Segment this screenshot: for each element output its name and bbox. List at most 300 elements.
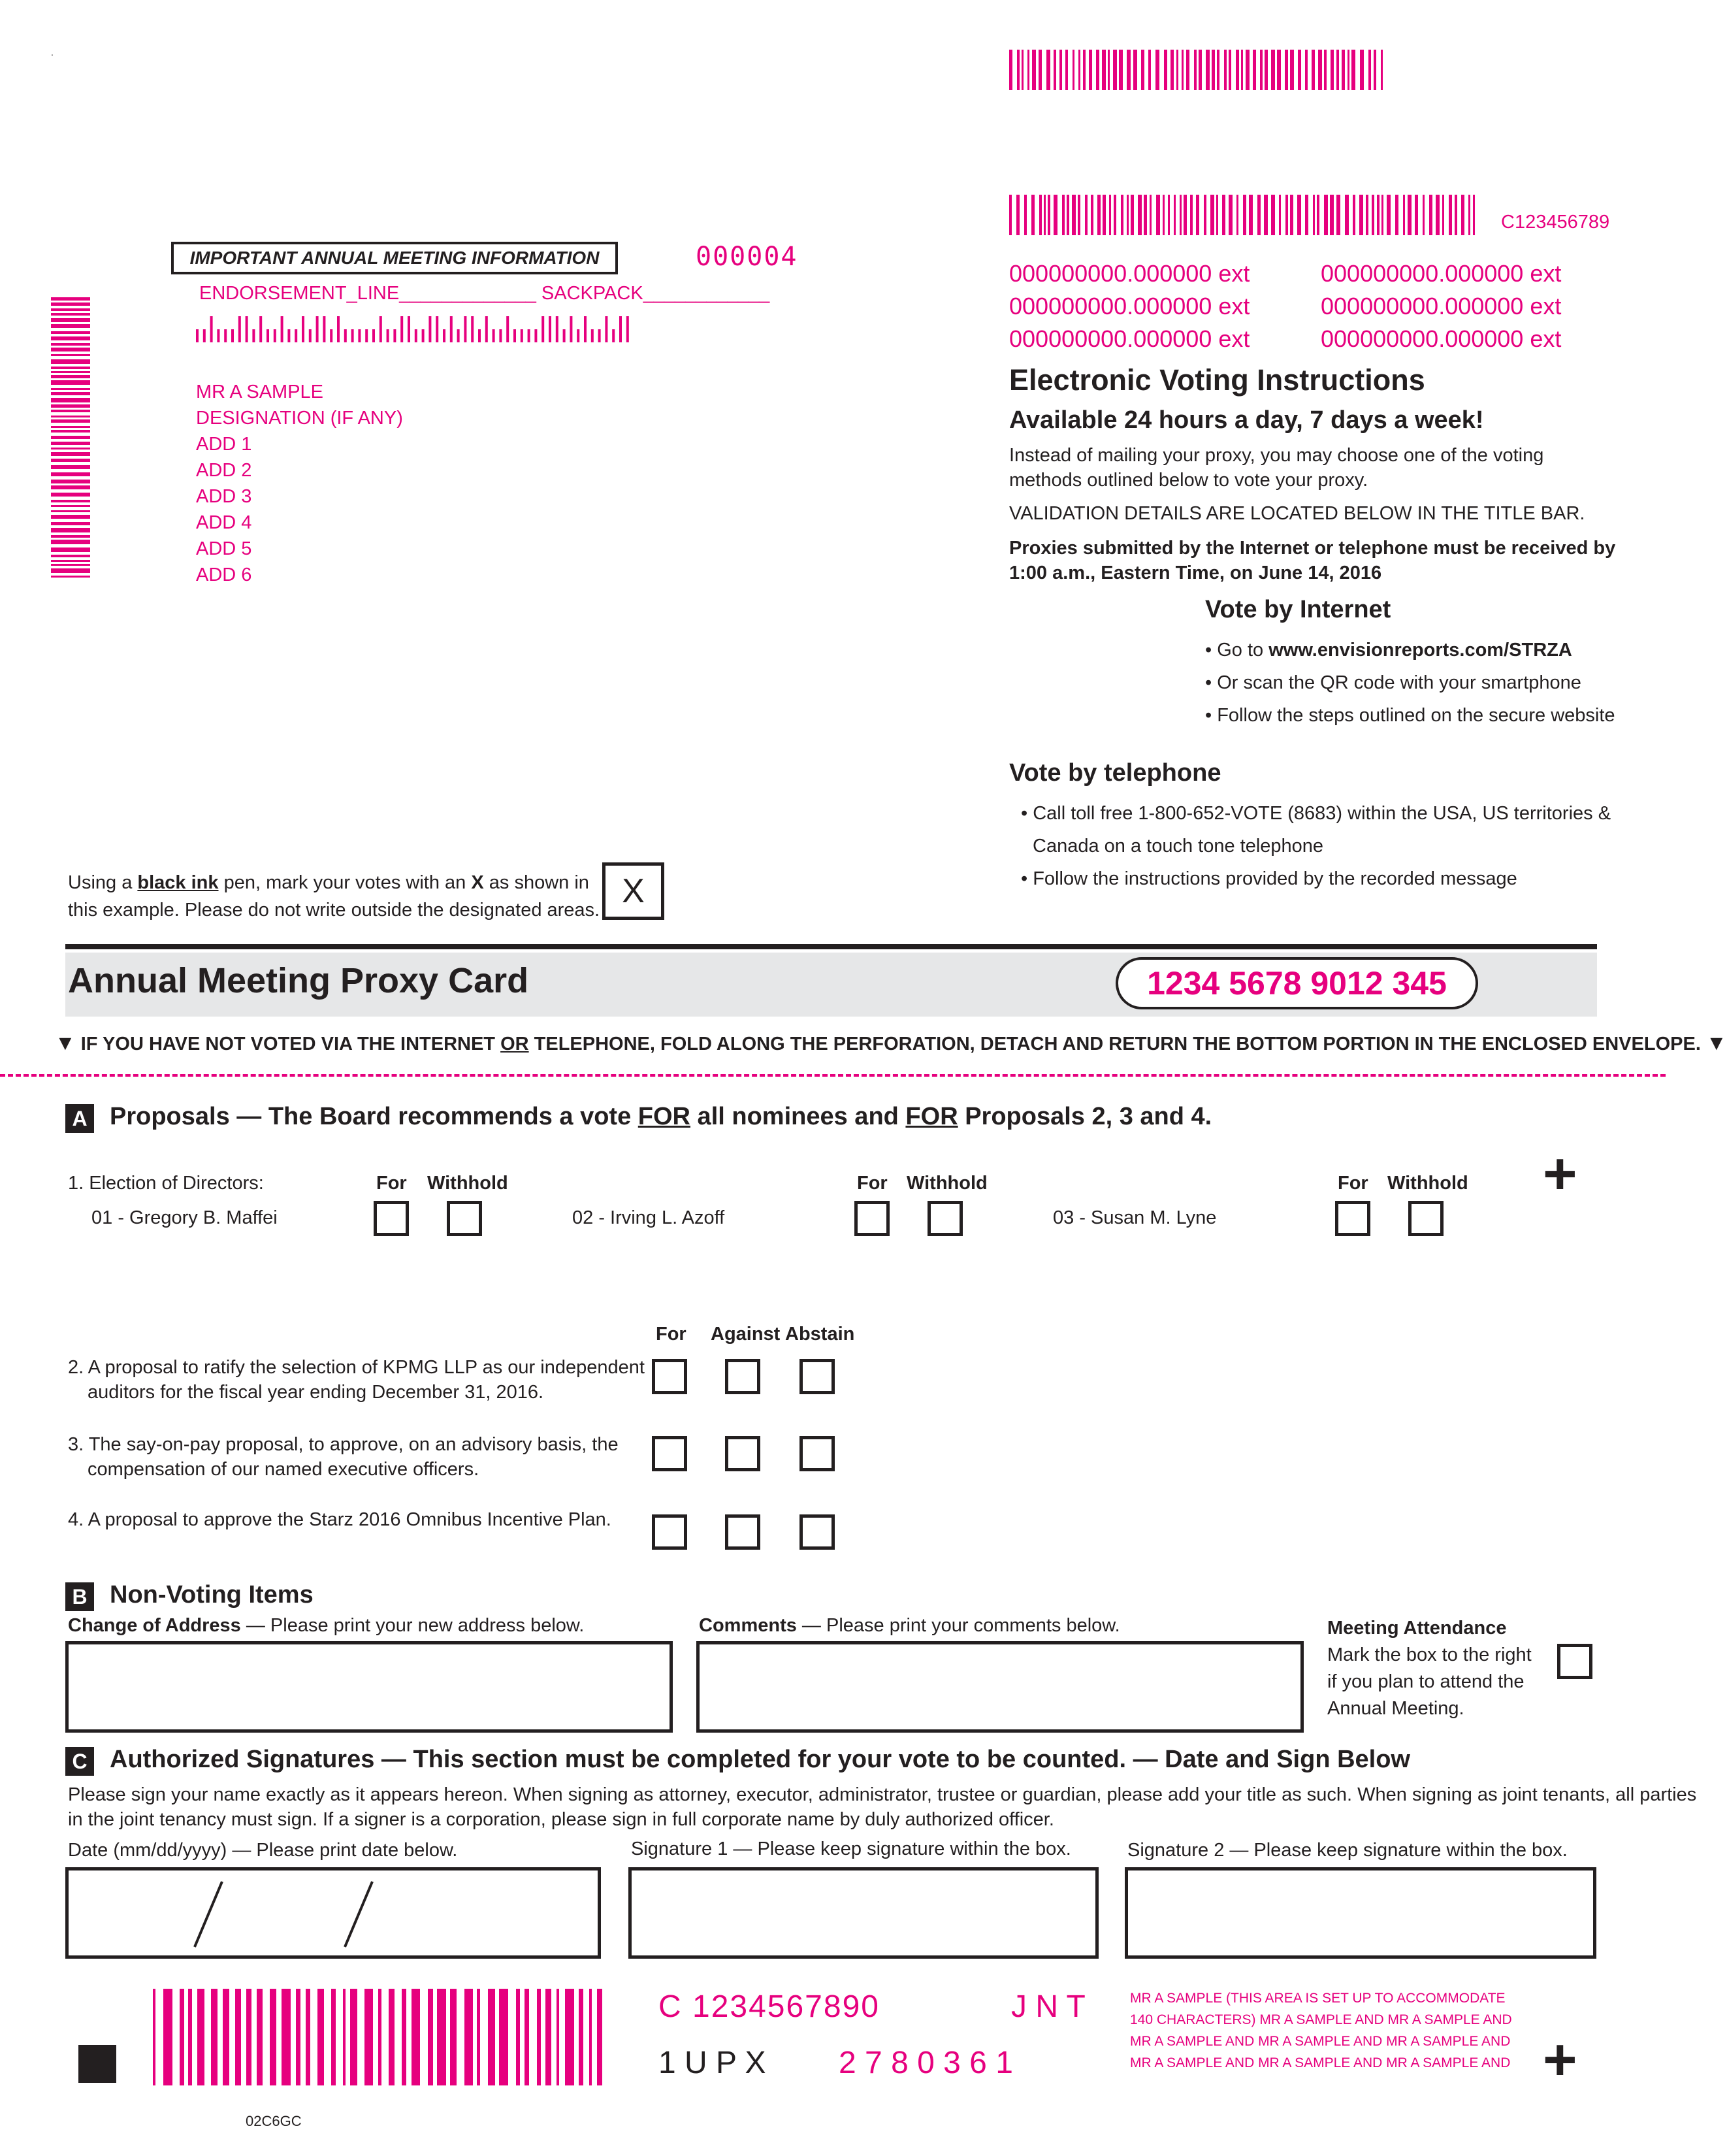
- barcode-bar: [51, 465, 90, 469]
- barcode-bar: [51, 367, 90, 369]
- barcode-bar: [1148, 50, 1151, 90]
- barcode-bar: [1085, 195, 1088, 235]
- barcode-bar: [238, 316, 241, 342]
- barcode-bar: [1436, 195, 1440, 235]
- election-label: 1. Election of Directors:: [68, 1173, 264, 1194]
- barcode-bar: [579, 1989, 583, 2085]
- barcode-bar: [316, 316, 319, 342]
- nominee-3-withhold-checkbox[interactable]: [1408, 1201, 1444, 1236]
- barcode-bar: [1318, 50, 1322, 90]
- barcode-bar: [197, 1989, 204, 2085]
- barcode-bar: [1031, 195, 1035, 235]
- barcode-bar: [1395, 195, 1398, 235]
- barcode-bar: [51, 547, 90, 552]
- comments-field[interactable]: [696, 1641, 1304, 1733]
- ext-line: 000000000.000000 ext: [1321, 293, 1562, 319]
- barcode-bar: [428, 1989, 433, 2085]
- validation-note: VALIDATION DETAILS ARE LOCATED BELOW IN THE TITLE BAR.: [1009, 503, 1585, 524]
- comments-label: [699, 1615, 1120, 1637]
- barcode-bar: [1078, 50, 1080, 90]
- barcode-bar: [51, 336, 90, 340]
- barcode-bar: [1054, 50, 1056, 90]
- ink-text-emph: X: [471, 872, 484, 893]
- barcode-bar: [153, 1989, 155, 2085]
- barcode-bar: [1127, 50, 1131, 90]
- barcode-bar: [343, 1989, 346, 2085]
- ink-text: Using a: [68, 872, 138, 893]
- example-x-mark: X: [622, 872, 645, 910]
- barcode-bar: [1186, 50, 1189, 90]
- vote-internet-list: [1205, 634, 1615, 732]
- barcode-bar: [235, 1989, 241, 2085]
- barcode-bar: [422, 329, 425, 342]
- barcode-bar: [1121, 195, 1123, 235]
- barcode-bar: [1403, 195, 1405, 235]
- barcode-bar: [51, 419, 90, 423]
- evote-title: Electronic Voting Instructions: [1009, 363, 1425, 397]
- barcode-bar: [428, 316, 431, 342]
- evote-intro-line: Instead of mailing your proxy, you may choose one of the voting: [1009, 445, 1544, 466]
- col-for: For: [376, 1173, 407, 1194]
- barcode-bar: [1072, 195, 1076, 235]
- barcode-bar: [1468, 195, 1470, 235]
- phone-step: • Call toll free 1-800-652-VOTE (8683) within the USA, US territories &: [1021, 803, 1611, 824]
- barcode-bar: [51, 448, 90, 449]
- proposal-3-text: [68, 1432, 619, 1482]
- barcode-bar: [51, 375, 90, 378]
- proposal-2-for-checkbox[interactable]: [652, 1359, 687, 1394]
- barcode-bar: [51, 388, 90, 390]
- barcode-bar: [537, 1989, 541, 2085]
- proposal-line: compensation of our named executive officers.: [88, 1459, 479, 1480]
- heading-part: all nominees and: [690, 1103, 906, 1130]
- barcode-bar: [1330, 195, 1334, 235]
- barcode-bar: [464, 1989, 473, 2085]
- control-number-pill: [1116, 957, 1478, 1009]
- top-barcode: [1009, 50, 1388, 90]
- barcode-bar: [1271, 195, 1275, 235]
- barcode-bar: [1156, 195, 1160, 235]
- proposal-line: 3. The say-on-pay proposal, to approve, on an advisory basis, the: [68, 1434, 619, 1455]
- proposal-2-abstain-checkbox[interactable]: [799, 1359, 835, 1394]
- barcode-bar: [1336, 195, 1340, 235]
- barcode-bar: [188, 1989, 192, 2085]
- barcode-bar: [1032, 50, 1036, 90]
- sample-line: MR A SAMPLE AND MR A SAMPLE AND MR A SAMPLE AND: [1130, 2034, 1511, 2049]
- barcode-bar: [1170, 50, 1174, 90]
- proposal-4-against-checkbox[interactable]: [725, 1514, 760, 1550]
- barcode-bar: [557, 1989, 559, 2085]
- barcode-bar: [1114, 195, 1116, 235]
- proposal-3-abstain-checkbox[interactable]: [799, 1436, 835, 1471]
- barcode-bar: [1150, 195, 1152, 235]
- barcode-bar: [51, 452, 90, 456]
- barcode-bar: [1048, 195, 1050, 235]
- barcode-bar: [1138, 195, 1142, 235]
- barcode-bar: [1423, 195, 1425, 235]
- ink-text: this example. Please do not write outside the designated areas.: [68, 900, 600, 921]
- barcode-bar: [1217, 50, 1219, 90]
- attend-line: Mark the box to the right: [1327, 1644, 1532, 1665]
- barcode-bar: [1249, 195, 1253, 235]
- barcode-bar: [1368, 50, 1371, 90]
- label-rest: — Please print your new address below.: [240, 1615, 585, 1636]
- barcode-bar: [51, 480, 90, 483]
- nominee-1-for-checkbox[interactable]: [374, 1201, 409, 1236]
- arrow-down-icon: ▼: [55, 1031, 76, 1054]
- barcode-bar: [478, 329, 481, 342]
- barcode-bar: [1372, 195, 1374, 235]
- barcode-bar: [1184, 195, 1187, 235]
- attend-line: Annual Meeting.: [1327, 1698, 1464, 1719]
- col-for: For: [656, 1324, 686, 1345]
- barcode-bar: [51, 535, 90, 538]
- col-for: For: [1338, 1173, 1368, 1194]
- barcode-bar: [1229, 195, 1233, 235]
- barcode-bar: [1127, 195, 1129, 235]
- nominee-2-for-checkbox[interactable]: [854, 1201, 890, 1236]
- proposal-3-against-checkbox[interactable]: [725, 1436, 760, 1471]
- barcode-bar: [1374, 50, 1376, 90]
- barcode-bar: [1241, 50, 1243, 90]
- barcode-bar: [1190, 195, 1193, 235]
- heading-part: The Board recommends a vote: [268, 1103, 638, 1130]
- date-label: Date (mm/dd/yyyy) — Please print date below.: [68, 1840, 458, 1861]
- barcode-bar: [1360, 50, 1364, 90]
- barcode-bar: [1290, 195, 1293, 235]
- footer-account: C 1234567890: [658, 1989, 880, 2024]
- barcode-bar: [1305, 195, 1308, 235]
- barcode-bar: [1348, 50, 1349, 90]
- barcode-bar: [612, 329, 615, 342]
- barcode-bar: [1324, 195, 1328, 235]
- label-bold: Comments: [699, 1615, 797, 1636]
- barcode-bar: [1133, 50, 1137, 90]
- barcode-bar: [1096, 50, 1099, 90]
- internet-url-link[interactable]: www.envisionreports.com/STRZA: [1268, 640, 1572, 661]
- internet-step: [1205, 634, 1615, 666]
- barcode-bar: [372, 329, 375, 342]
- barcode-bar: [1097, 195, 1101, 235]
- barcode-bar: [1313, 195, 1315, 235]
- proposal-4-for-checkbox[interactable]: [652, 1514, 687, 1550]
- section-c-badge: C: [65, 1747, 94, 1776]
- barcode-bar: [246, 316, 248, 342]
- barcode-bar: [1243, 195, 1246, 235]
- barcode-bar: [51, 505, 90, 507]
- barcode-bar: [1009, 195, 1012, 235]
- barcode-bar: [1131, 195, 1134, 235]
- barcode-bar: [1155, 50, 1159, 90]
- side-barcode: [51, 297, 90, 578]
- barcode-bar: [1119, 50, 1123, 90]
- barcode-bar: [1305, 50, 1308, 90]
- nominee-2-withhold-checkbox[interactable]: [928, 1201, 963, 1236]
- registration-square: [78, 2045, 116, 2083]
- barcode-bar: [1351, 50, 1355, 90]
- barcode-bar: [211, 1989, 218, 2085]
- col-abstain: Abstain: [785, 1324, 855, 1345]
- barcode-bar: [302, 316, 304, 342]
- address-line: ADD 4: [196, 512, 252, 533]
- barcode-bar: [1285, 195, 1288, 235]
- barcode-bar: [246, 1989, 251, 2085]
- barcode-bar: [51, 410, 90, 412]
- barcode-bar: [51, 331, 90, 334]
- barcode-bar: [51, 416, 90, 417]
- barcode-bar: [203, 329, 206, 342]
- evote-intro-line: methods outlined below to vote your proxy.: [1009, 470, 1368, 491]
- barcode-bar: [351, 329, 354, 342]
- barcode-bar: [1078, 195, 1080, 235]
- barcode-bar: [436, 316, 438, 342]
- barcode-bar: [323, 316, 325, 342]
- barcode-bar: [358, 329, 361, 342]
- ext-line: 000000000.000000 ext: [1009, 260, 1250, 287]
- fold-notice: [55, 1031, 1727, 1055]
- deadline-line: Proxies submitted by the Internet or telephone must be received by: [1009, 538, 1616, 559]
- barcode-bar: [274, 329, 276, 342]
- barcode-bar: [556, 316, 558, 342]
- barcode-bar: [415, 329, 417, 342]
- barcode-bar: [389, 1989, 395, 2085]
- evote-intro: [1009, 443, 1543, 493]
- heading-part: Proposals —: [110, 1103, 268, 1130]
- barcode-bar: [350, 1989, 357, 2085]
- barcode-bar: [464, 316, 466, 342]
- barcode-bar: [51, 348, 90, 351]
- meeting-attendance-checkbox[interactable]: [1557, 1644, 1592, 1679]
- signature-1-field[interactable]: [628, 1867, 1099, 1959]
- ink-instructions: [68, 869, 600, 924]
- barcode-bar: [51, 560, 90, 562]
- barcode-bar: [1449, 195, 1452, 235]
- ink-text: pen, mark your votes with an: [218, 872, 472, 893]
- barcode-bar: [281, 316, 283, 342]
- barcode-bar: [1212, 50, 1215, 90]
- ext-column-1: [1009, 257, 1250, 355]
- barcode-bar: [1102, 50, 1106, 90]
- title-bar-rule: [65, 944, 1597, 949]
- barcode-bar: [1345, 195, 1349, 235]
- barcode-bar: [1366, 195, 1368, 235]
- barcode-bar: [1164, 50, 1167, 90]
- barcode-bar: [1381, 195, 1383, 235]
- vote-phone-list: [1021, 797, 1611, 895]
- barcode-bar: [51, 343, 90, 346]
- barcode-bar: [1277, 50, 1281, 90]
- barcode-bar: [1297, 195, 1301, 235]
- barcode-bar: [525, 1989, 529, 2085]
- barcode-bar: [1022, 50, 1024, 90]
- barcode-bar: [1415, 195, 1418, 235]
- section-c-title: Authorized Signatures — This section must be completed for your vote to be counted. — Date and Sign Below: [110, 1746, 1410, 1773]
- change-address-field[interactable]: [65, 1641, 673, 1733]
- barcode-bar: [1222, 195, 1225, 235]
- barcode-bar: [1216, 195, 1218, 235]
- barcode-bar: [309, 329, 312, 342]
- barcode-bar: [1377, 195, 1380, 235]
- account-code: C123456789: [1501, 212, 1610, 233]
- address-line: MR A SAMPLE: [196, 382, 324, 402]
- barcode-bar: [51, 324, 90, 328]
- barcode-bar: [1089, 50, 1092, 90]
- phone-step-cont: Canada on a touch tone telephone: [1033, 836, 1324, 857]
- barcode-bar: [1359, 195, 1363, 235]
- barcode-bar: [1039, 50, 1042, 90]
- barcode-bar: [1016, 195, 1020, 235]
- sig-instruction-line: in the joint tenancy must sign. If a signer is a corporation, please sign in full corporate name by duly authorized officer.: [68, 1809, 1054, 1830]
- barcode-bar: [51, 426, 90, 428]
- nominee-1-withhold-checkbox[interactable]: [447, 1201, 482, 1236]
- proposal-4-abstain-checkbox[interactable]: [799, 1514, 835, 1550]
- signature-2-field[interactable]: [1125, 1867, 1596, 1959]
- barcode-bar: [513, 329, 516, 342]
- barcode-bar: [393, 329, 396, 342]
- vote-phone-title: Vote by telephone: [1009, 759, 1221, 787]
- ext-line: 000000000.000000 ext: [1321, 325, 1562, 352]
- barcode-bar: [365, 329, 368, 342]
- section-a-heading: [110, 1103, 1212, 1131]
- barcode-bar: [51, 359, 90, 364]
- ext-line: 000000000.000000 ext: [1009, 325, 1250, 352]
- nominee-3: 03 - Susan M. Lyne: [1053, 1207, 1217, 1228]
- barcode-bar: [1442, 195, 1444, 235]
- barcode-bar: [51, 522, 90, 525]
- footer-job-number: 2 7 8 0 3 6 1: [839, 2046, 1013, 2080]
- barcode-bar: [1091, 195, 1093, 235]
- barcode-bar: [1174, 195, 1176, 235]
- internet-step: • Follow the steps outlined on the secure website: [1205, 705, 1615, 726]
- proposal-3-for-checkbox[interactable]: [652, 1436, 687, 1471]
- important-info-box: [171, 242, 618, 274]
- barcode-bar: [387, 329, 389, 342]
- barcode-bar: [450, 316, 453, 342]
- barcode-bar: [1298, 50, 1301, 90]
- barcode-bar: [412, 1989, 420, 2085]
- proposal-2-against-checkbox[interactable]: [725, 1359, 760, 1394]
- barcode-bar: [1073, 50, 1074, 90]
- barcode-bar: [626, 316, 629, 342]
- barcode-bar: [1331, 50, 1334, 90]
- barcode-bar: [1257, 195, 1261, 235]
- barcode-bar: [1224, 50, 1227, 90]
- form-code: 02C6GC: [246, 2113, 302, 2129]
- date-slash: [345, 1882, 372, 1947]
- barcode-bar: [570, 316, 572, 342]
- sample-line: MR A SAMPLE (THIS AREA IS SET UP TO ACCOMMODATE: [1130, 1991, 1506, 2006]
- ink-text-emph: black ink: [137, 872, 219, 893]
- barcode-bar: [1054, 195, 1057, 235]
- barcode-bar: [591, 329, 594, 342]
- barcode-bar: [210, 316, 213, 342]
- endorsement-line: ENDORSEMENT_LINE_____________ SACKPACK____________: [199, 283, 770, 304]
- barcode-bar: [1236, 195, 1238, 235]
- barcode-bar: [521, 329, 523, 342]
- barcode-bar: [270, 1989, 276, 2085]
- barcode-bar: [1108, 50, 1110, 90]
- barcode-bar: [1199, 50, 1202, 90]
- barcode-bar: [1473, 195, 1475, 235]
- barcode-bar: [231, 329, 234, 342]
- barcode-bar: [51, 313, 90, 316]
- section-b-badge: B: [65, 1582, 94, 1611]
- perforation-line[interactable]: [0, 1074, 1666, 1077]
- barcode-bar: [1065, 50, 1068, 90]
- plus-icon: +: [1543, 2027, 1577, 2093]
- barcode-bar: [379, 316, 382, 342]
- barcode-bar: [295, 329, 297, 342]
- barcode-bar: [597, 1989, 602, 2085]
- barcode-bar: [1103, 195, 1106, 235]
- barcode-bar: [196, 329, 199, 342]
- barcode-bar: [605, 316, 607, 342]
- barcode-bar: [51, 493, 90, 497]
- signature-1-label: Signature 1 — Please keep signature within the box.: [631, 1838, 1071, 1859]
- barcode-bar: [443, 329, 445, 342]
- deadline-line: 1:00 a.m., Eastern Time, on June 14, 2016: [1009, 563, 1382, 583]
- footer-upx: 1 U P X: [658, 2046, 766, 2080]
- barcode-bar: [488, 1989, 495, 2085]
- example-mark-box: [602, 862, 664, 920]
- barcode-bar: [1260, 50, 1263, 90]
- stray-dot: .: [51, 47, 54, 57]
- barcode-bar: [257, 1989, 263, 2085]
- barcode-bar: [1083, 50, 1086, 90]
- barcode-bar: [223, 1989, 229, 2085]
- barcode-bar: [330, 329, 332, 342]
- barcode-bar: [471, 316, 474, 342]
- barcode-bar: [549, 316, 551, 342]
- barcode-bar: [1039, 195, 1042, 235]
- barcode-bar: [282, 1989, 291, 2085]
- barcode-bar: [1046, 50, 1050, 90]
- barcode-bar: [51, 354, 90, 356]
- section-a-badge: A: [65, 1104, 94, 1133]
- address-line: DESIGNATION (IF ANY): [196, 408, 403, 429]
- footer-jnt: J N T: [1011, 1989, 1086, 2024]
- barcode-bar: [51, 472, 90, 476]
- signature-instructions: [68, 1782, 1696, 1832]
- address-line: ADD 1: [196, 434, 252, 455]
- barcode-bar: [364, 1989, 373, 2085]
- barcode-bar: [163, 1989, 172, 2085]
- barcode-bar: [1290, 50, 1294, 90]
- meeting-attendance: [1327, 1615, 1532, 1722]
- barcode-bar: [1062, 195, 1065, 235]
- vote-internet-title: Vote by Internet: [1205, 596, 1391, 623]
- barcode-bar: [589, 1989, 592, 2085]
- barcode-bar: [1279, 195, 1281, 235]
- evote-subtitle: Available 24 hours a day, 7 days a week!: [1009, 406, 1484, 434]
- proposal-line: auditors for the fiscal year ending December 31, 2016.: [88, 1382, 544, 1403]
- barcode-bar: [51, 564, 90, 566]
- barcode-bar: [1109, 195, 1111, 235]
- fold-text: TELEPHONE, FOLD ALONG THE PERFORATION, DETACH AND RETURN THE BOTTOM PORTION IN THE ENCLOSED ENVELOPE.: [528, 1034, 1701, 1054]
- nominee-3-for-checkbox[interactable]: [1335, 1201, 1370, 1236]
- barcode-bar: [1265, 50, 1268, 90]
- barcode-bar: [1206, 50, 1210, 90]
- important-info-label: IMPORTANT ANNUAL MEETING INFORMATION: [189, 248, 600, 268]
- barcode-bar: [565, 1989, 574, 2085]
- heading-part: Proposals 2, 3 and 4.: [958, 1103, 1212, 1130]
- barcode-bar: [577, 329, 579, 342]
- barcode-bar: [266, 329, 269, 342]
- barcode-bar: [563, 329, 566, 342]
- barcode-bar: [337, 316, 340, 342]
- barcode-bar: [400, 316, 403, 342]
- col-against: Against: [711, 1324, 781, 1345]
